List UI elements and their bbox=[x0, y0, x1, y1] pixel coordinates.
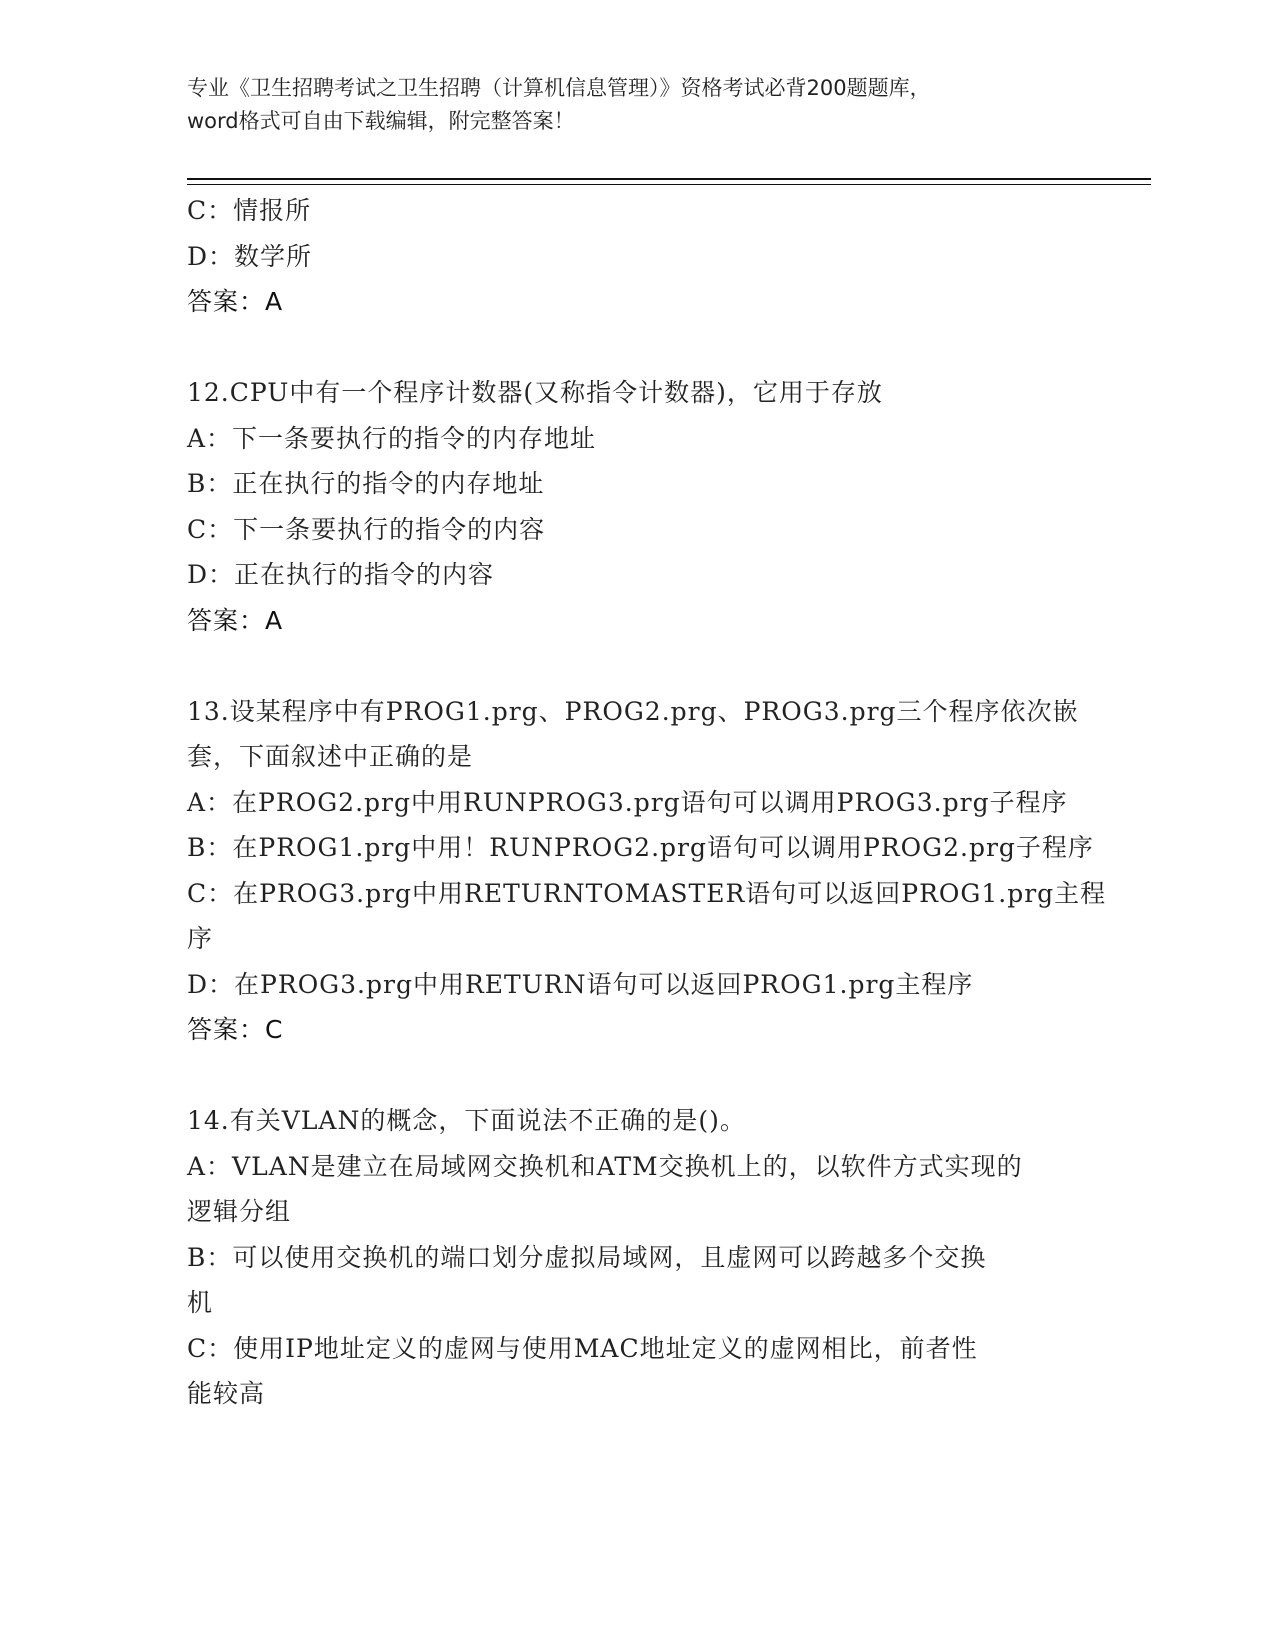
q13-option-a: A：在PROG2.prg中用RUNPROG3.prg语句可以调用PROG3.prg子程序 bbox=[187, 787, 1068, 817]
header-divider-thin bbox=[187, 184, 1151, 185]
spacer bbox=[187, 1053, 1087, 1099]
spacer bbox=[187, 325, 1087, 371]
q13-stem-line-2: 套，下面叙述中正确的是 bbox=[187, 742, 474, 771]
q12-option-b: B：正在执行的指令的内存地址 bbox=[187, 469, 545, 498]
spacer bbox=[187, 643, 1087, 689]
page-header bbox=[187, 72, 1087, 138]
q13-stem-line-1: 13.设某程序中有PROG1.prg、PROG2.prg、PROG3.prg三个程序依次嵌 bbox=[187, 696, 1079, 726]
q13-option-d: D：在PROG3.prg中用RETURN语句可以返回PROG1.prg主程序 bbox=[187, 969, 974, 999]
q12-option-a: A：下一条要执行的指令的内存地址 bbox=[187, 423, 597, 453]
q12-answer: 答案：A bbox=[187, 605, 284, 635]
question-11 bbox=[187, 188, 1087, 325]
q12-option-d: D：正在执行的指令的内容 bbox=[187, 560, 495, 589]
question-12 bbox=[187, 370, 1087, 643]
q14-option-a-line-1: A：VLAN是建立在局域网交换机和ATM交换机上的，以软件方式实现的 bbox=[187, 1151, 1023, 1181]
question-13 bbox=[187, 689, 1107, 1053]
q13-answer: 答案：C bbox=[187, 1015, 284, 1044]
question-list bbox=[187, 188, 1107, 1417]
q11-option-d: D：数学所 bbox=[187, 241, 313, 271]
question-14 bbox=[187, 1098, 1087, 1417]
header-divider-thick bbox=[187, 178, 1151, 180]
q14-stem: 14.有关VLAN的概念，下面说法不正确的是()。 bbox=[187, 1106, 746, 1135]
q14-option-c-line-1: C：使用IP地址定义的虚网与使用MAC地址定义的虚网相比，前者性 bbox=[187, 1333, 978, 1363]
q13-option-b: B：在PROG1.prg中用！RUNPROG2.prg语句可以调用PROG2.prg子程序 bbox=[187, 833, 1094, 862]
q14-option-b-line-2: 机 bbox=[187, 1288, 214, 1317]
q14-option-a-line-2: 逻辑分组 bbox=[187, 1197, 292, 1226]
header-title-line-2: word格式可自由下载编辑，附完整答案！ bbox=[187, 109, 575, 133]
q11-answer: 答案：A bbox=[187, 287, 284, 316]
q13-option-c-line-1: C：在PROG3.prg中用RETURNTOMASTER语句可以返回PROG1.prg主程 bbox=[187, 878, 1107, 908]
q11-option-c: C：情报所 bbox=[187, 196, 312, 225]
q14-option-c-line-2: 能较高 bbox=[187, 1379, 266, 1408]
q12-option-c: C：下一条要执行的指令的内容 bbox=[187, 514, 546, 544]
q12-stem: 12.CPU中有一个程序计数器(又称指令计数器)，它用于存放 bbox=[187, 378, 883, 407]
header-title-line-1: 专业《卫生招聘考试之卫生招聘（计算机信息管理）》资格考试必背200题题库， bbox=[187, 76, 931, 100]
q13-option-c-line-2: 序 bbox=[187, 924, 214, 953]
q14-option-b-line-1: B：可以使用交换机的端口划分虚拟局域网，且虚网可以跨越多个交换 bbox=[187, 1242, 987, 1272]
